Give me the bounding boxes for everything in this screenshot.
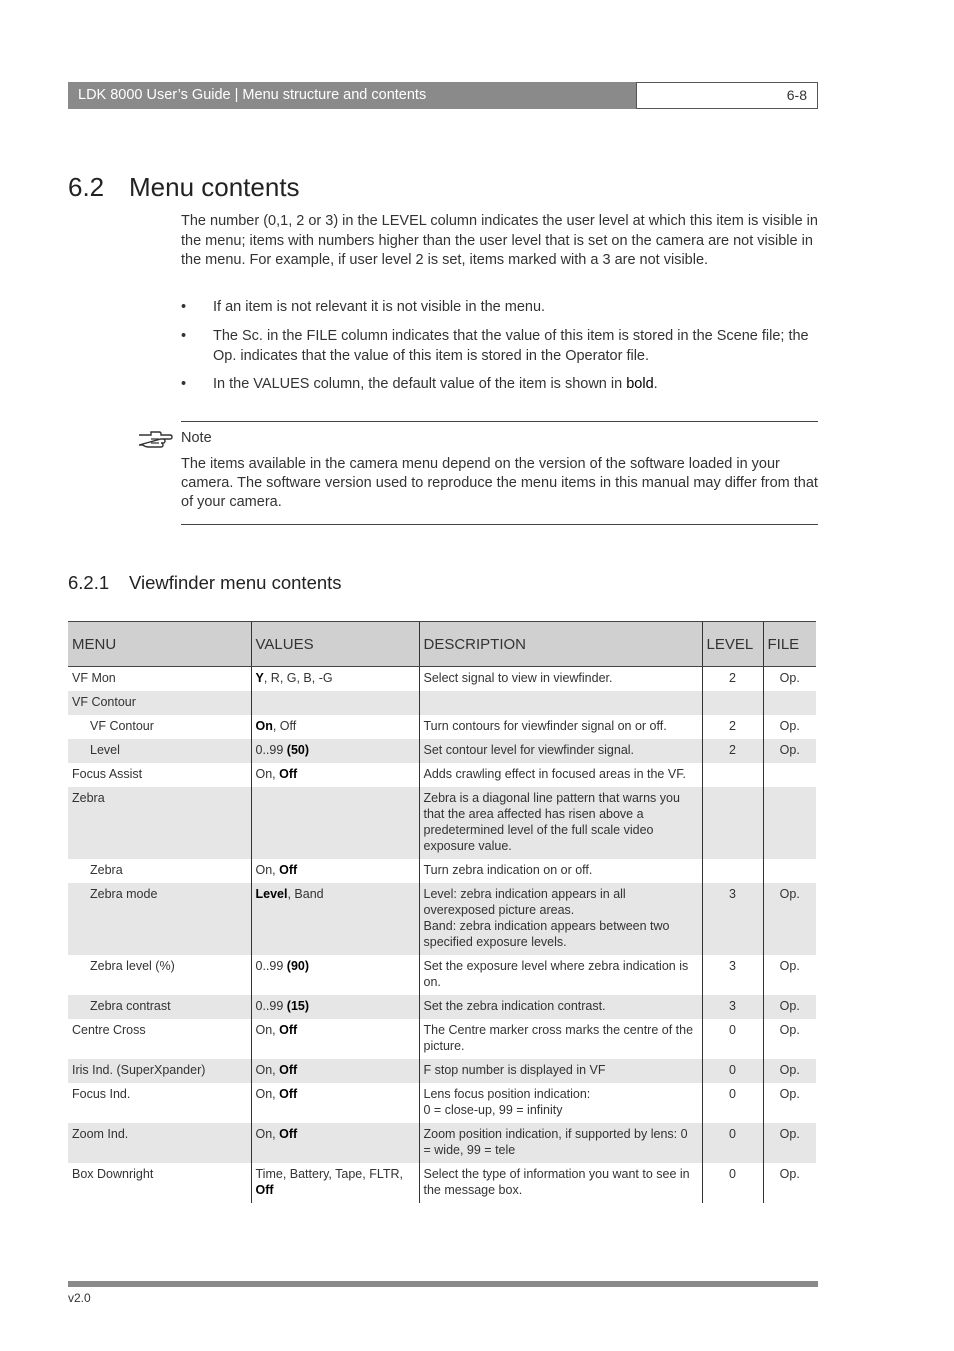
description-cell [419,995,702,1019]
level-cell [702,859,763,883]
table-row [68,995,816,1019]
description-text: Turn contours for viewfinder signal on or off. [423,719,667,733]
default-value: Level [255,887,288,901]
file-cell [763,787,816,859]
bullet-symbol: • [181,299,187,315]
table-row [68,691,816,715]
file-cell: Op. [763,1123,816,1163]
level-cell [702,763,763,787]
note-title: Note [181,430,212,446]
description-text: Select the type of information you want to see in the message box. [423,1167,690,1197]
file-cell: Op. [763,1059,816,1083]
values-text: On, [255,1087,280,1101]
default-value: On [255,719,273,733]
values-cell [251,1019,419,1059]
description-cell [419,1059,702,1083]
level-cell: 0 [702,1123,763,1163]
values-text: , Off [272,719,297,733]
description-cell [419,691,702,715]
bullet-text-part: . [653,376,658,392]
values-cell [251,859,419,883]
table-body [68,667,816,1204]
note-body: The items available in the camera menu depend on the version of the software loaded in your camera. The software version used to reproduce the menu items in this manual may differ from that of your camera. [181,456,818,510]
values-text: On, [255,767,280,781]
file-cell: Op. [763,1019,816,1059]
column-header-description: DESCRIPTION [419,622,702,667]
description-cell [419,763,702,787]
values-text: On, [255,1023,280,1037]
menu-cell: VF Contour [90,719,154,733]
table-row [68,715,816,739]
description-text: Adds crawling effect in focused areas in the VF. [423,767,686,781]
table-row [68,1059,816,1083]
bullet-symbol: • [181,328,187,344]
values-text: On, [255,1127,280,1141]
file-cell: Op. [763,667,816,692]
default-value: (15) [286,999,310,1013]
file-cell [763,691,816,715]
description-cell [419,1083,702,1123]
description-cell [419,1123,702,1163]
values-text: 0..99 [255,959,287,973]
default-value: Y [255,671,264,685]
note-bottom-rule [181,524,818,525]
values-cell [251,739,419,763]
menu-cell: Focus Ind. [72,1087,131,1101]
table-row [68,787,816,859]
column-header-level: LEVEL [702,622,763,667]
bullet-item [181,298,821,318]
bold-word: bold [626,376,654,392]
description-cell [419,787,702,859]
table-row [68,1163,816,1203]
default-value: Off [279,1087,298,1101]
default-value: Off [255,1183,274,1197]
description-cell [419,715,702,739]
bullet-symbol: • [181,376,187,392]
values-cell [251,667,419,692]
file-cell: Op. [763,883,816,955]
bullet-item [181,375,821,395]
bullet-text [213,375,821,395]
column-header-values: VALUES [251,622,419,667]
description-text: Band: zebra indication appears between two specified exposure levels. [423,919,670,949]
note-top-rule [181,421,818,422]
default-value: Off [279,767,298,781]
intro-paragraph: The number (0,1, 2 or 3) in the LEVEL column indicates the user level at which this item is visible in the menu; items with numbers higher than the user level that is set on the camera are not visible in the menu. For example, if user level 2 is set, items marked with a 3 are not visible. [181,213,818,268]
table-row [68,883,816,955]
file-cell: Op. [763,955,816,995]
section-title: Menu contents [129,172,300,202]
values-cell [251,995,419,1019]
table-row [68,739,816,763]
description-text: Set contour level for viewfinder signal. [423,743,635,757]
level-cell: 0 [702,1083,763,1123]
column-header-menu: MENU [68,622,251,667]
menu-cell: Centre Cross [72,1023,146,1037]
section-number: 6.2 [68,172,105,202]
subsection-number: 6.2.1 [68,572,110,593]
section-heading [68,172,300,203]
values-text: Time, Battery, Tape, FLTR, [255,1167,403,1181]
bullet-text-part: In the VALUES column, the default value of the item is shown in [213,376,627,392]
default-value: Off [279,863,298,877]
table-row [68,1019,816,1059]
footer-rule [68,1281,818,1287]
description-text: Select signal to view in viewfinder. [423,671,613,685]
file-cell: Op. [763,739,816,763]
values-cell [251,1059,419,1083]
menu-cell: Zebra [90,863,123,877]
description-text: Zebra is a diagonal line pattern that warns you that the area affected has risen above a predetermined level of the full scale video exposure value. [423,791,680,853]
values-cell [251,1083,419,1123]
default-value: Off [279,1023,298,1037]
level-cell: 0 [702,1019,763,1059]
values-cell [251,691,419,715]
viewfinder-menu-table [68,621,816,1203]
table-row [68,763,816,787]
level-cell: 0 [702,1163,763,1203]
file-cell: Op. [763,995,816,1019]
description-text: Zoom position indication, if supported by lens: 0 = wide, 99 = tele [423,1127,688,1157]
description-text: Set the zebra indication contrast. [423,999,606,1013]
description-cell [419,859,702,883]
pointing-hand-icon [137,428,173,450]
values-text: , R, G, B, -G [263,671,333,685]
values-text: 0..99 [255,743,287,757]
description-cell [419,1163,702,1203]
menu-cell: Level [68,739,251,763]
file-cell [763,763,816,787]
menu-cell: Zebra contrast [68,995,251,1019]
subsection-title: Viewfinder menu contents [129,572,342,593]
menu-cell: VF Mon [72,671,116,685]
values-cell [251,715,419,739]
table-row [68,667,816,692]
level-cell: 3 [702,995,763,1019]
description-text: 0 = close-up, 99 = infinity [423,1103,563,1117]
running-header-title: LDK 8000 User’s Guide | Menu structure and contents [68,82,636,109]
default-value: Off [279,1063,298,1077]
description-cell [419,883,702,955]
page-number: 6-8 [636,82,818,109]
menu-cell: VF Contour [68,691,251,715]
table-row [68,859,816,883]
description-text: Level: zebra indication appears in all overexposed picture areas. [423,887,626,917]
column-header-file: FILE [763,622,816,667]
level-cell: 3 [702,883,763,955]
default-value: Off [279,1127,298,1141]
menu-cell: Iris Ind. (SuperXpander) [68,1059,251,1083]
file-cell: Op. [763,1083,816,1123]
menu-cell: Zoom Ind. [68,1123,251,1163]
subsection-heading [68,572,342,594]
values-text: 0..99 [255,999,287,1013]
menu-cell: Box Downright [72,1167,154,1181]
description-cell [419,1019,702,1059]
file-cell [763,859,816,883]
default-value: (90) [286,959,310,973]
menu-cell: Zebra level (%) [90,959,175,973]
bullet-item [181,327,821,366]
table-row [68,1123,816,1163]
table-header-row [68,622,816,667]
values-cell [251,1163,419,1203]
values-text: , Band [287,887,324,901]
file-cell: Op. [763,715,816,739]
level-cell [702,787,763,859]
table-row [68,1083,816,1123]
menu-cell: Focus Assist [72,767,143,781]
document-version: v2.0 [68,1291,91,1305]
menu-cell: Zebra mode [68,883,251,955]
bullet-text: If an item is not relevant it is not visible in the menu. [213,299,546,315]
level-cell: 2 [702,667,763,692]
level-cell: 2 [702,739,763,763]
level-cell: 2 [702,715,763,739]
description-cell [419,739,702,763]
values-cell [251,883,419,955]
values-text: On, [255,1063,280,1077]
bullet-text: The Sc. in the FILE column indicates that the value of this item is stored in the Scene file; the Op. indicates that the value of this item is stored in the Operator file. [213,328,809,364]
description-text: The Centre marker cross marks the centre of the picture. [423,1023,694,1053]
values-cell [251,955,419,995]
default-value: (50) [286,743,310,757]
description-text: Lens focus position indication: [423,1087,591,1101]
file-cell: Op. [763,1163,816,1203]
table-row [68,955,816,995]
menu-cell: Zebra [68,787,251,859]
values-cell [251,1123,419,1163]
description-text: F stop number is displayed in VF [423,1063,606,1077]
level-cell [702,691,763,715]
description-cell [419,667,702,692]
level-cell: 3 [702,955,763,995]
description-cell [419,955,702,995]
values-text: On, [255,863,280,877]
values-cell [251,763,419,787]
description-text: Set the exposure level where zebra indication is on. [423,959,689,989]
level-cell: 0 [702,1059,763,1083]
values-cell [251,787,419,859]
description-text: Turn zebra indication on or off. [423,863,593,877]
